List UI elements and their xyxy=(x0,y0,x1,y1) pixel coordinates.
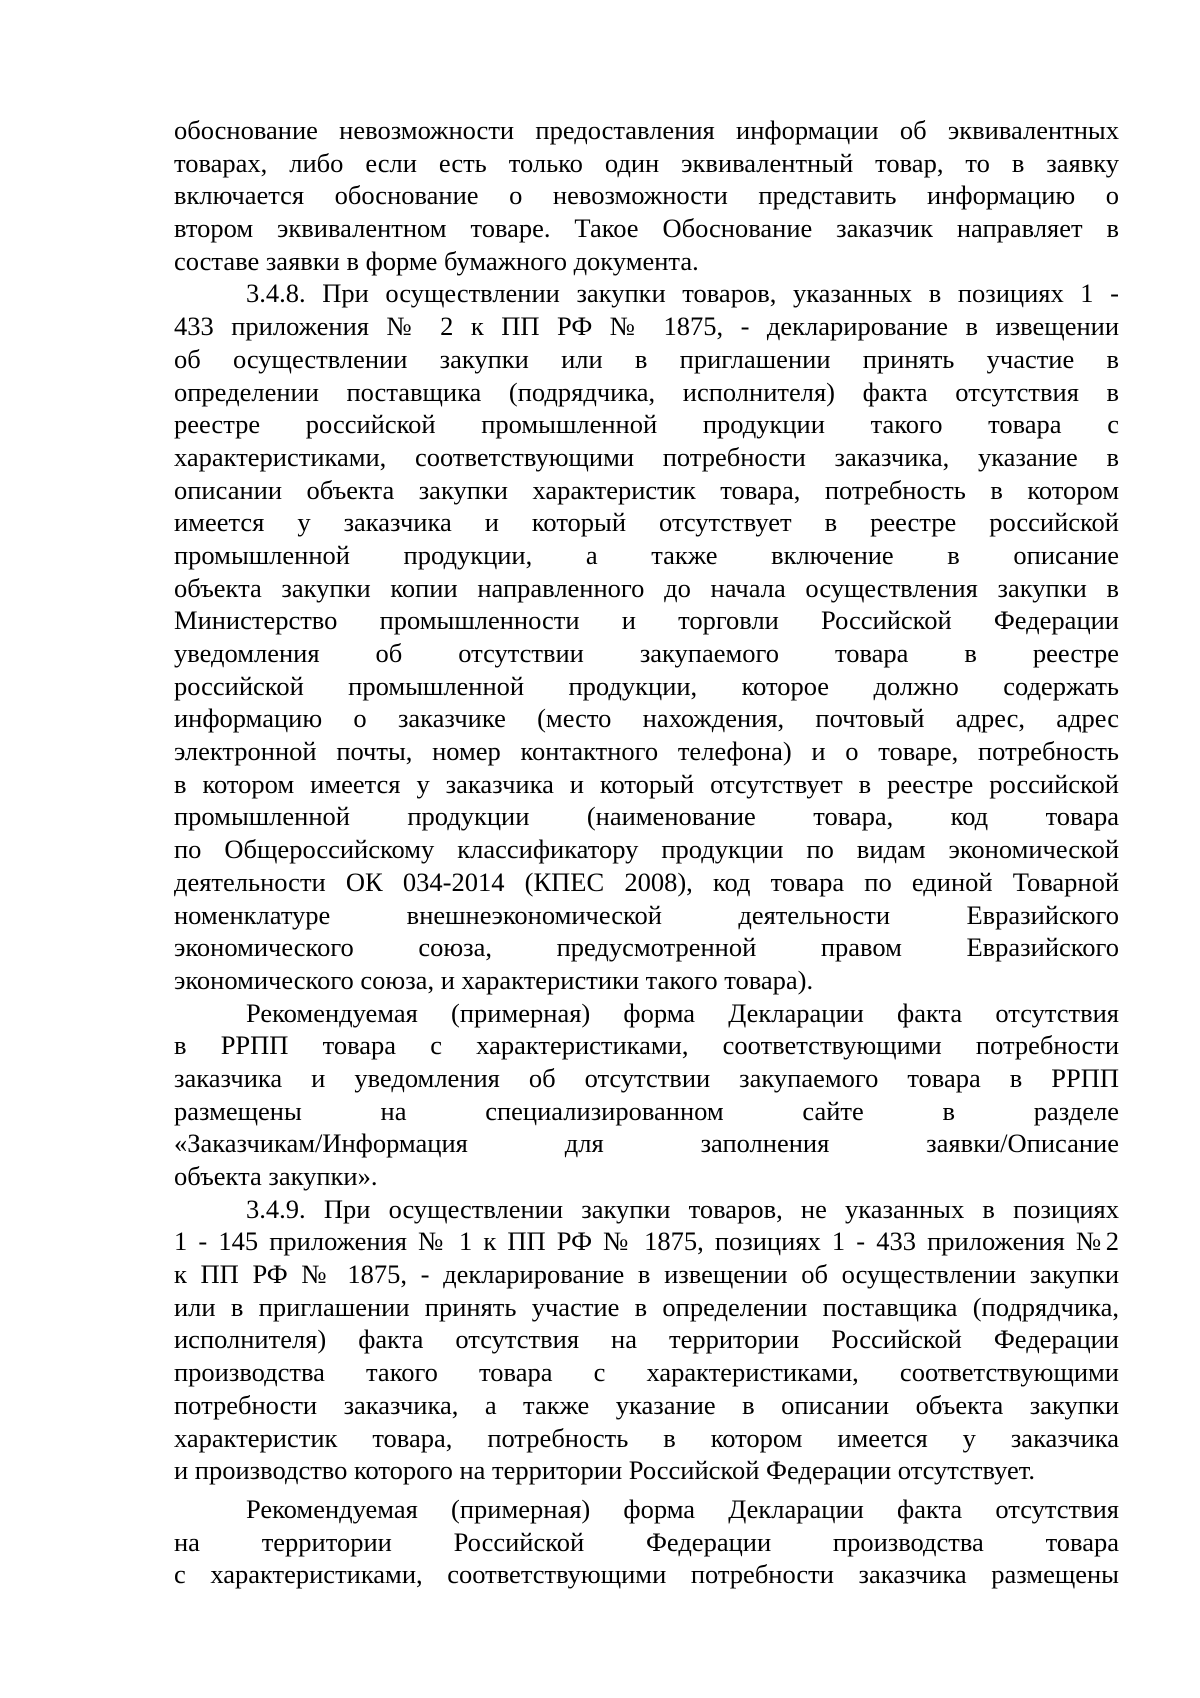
text-line: втором эквивалентном товаре. Такое Обоснование заказчик направляет в xyxy=(174,213,1119,244)
text-line: реестре российской промышленной продукции такого товара с xyxy=(174,409,1119,440)
text-line: об осуществлении закупки или в приглашении принять участие в xyxy=(174,343,1119,374)
text-line: электронной почты, номер контактного телефона) и о товаре, потребность xyxy=(174,736,1119,767)
text-line: Министерство промышленности и торговли Российской Федерации xyxy=(174,605,1119,636)
paragraph-recommended-form-rrpp xyxy=(174,997,1119,1193)
text-line: потребности заказчика, а также указание в описании объекта закупки xyxy=(174,1389,1119,1420)
text-line: характеристик товара, потребность в котором имеется у заказчика xyxy=(174,1422,1119,1453)
text-line: 433 приложения № 2 к ПП РФ № 1875, - декларирование в извещении xyxy=(174,311,1119,342)
text-line: включается обоснование о невозможности представить информацию о xyxy=(174,180,1119,211)
text-line: товарах, либо если есть только один эквивалентный товар, то в заявку xyxy=(174,147,1119,178)
paragraph-clause-3-4-8 xyxy=(174,277,1119,996)
text-line: определении поставщика (подрядчика, исполнителя) факта отсутствия в xyxy=(174,376,1119,407)
text-line: и производство которого на территории Российской Федерации отсутствует. xyxy=(174,1455,1035,1486)
text-line: Рекомендуемая (примерная) форма Декларации факта отсутствия xyxy=(246,997,1119,1028)
text-line: в РРПП товара с характеристиками, соответствующими потребности xyxy=(174,1030,1119,1061)
document-body xyxy=(174,114,1119,1591)
paragraph-continuation xyxy=(174,114,1119,277)
text-line: производства такого товара с характеристиками, соответствующими xyxy=(174,1357,1119,1388)
text-line: размещены на специализированном сайте в разделе xyxy=(174,1095,1119,1126)
text-line: с характеристиками, соответствующими потребности заказчика размещены xyxy=(174,1559,1119,1590)
text-line: российской промышленной продукции, которое должно содержать xyxy=(174,670,1119,701)
text-line: «Заказчикам/Информация для заполнения заявки/Описание xyxy=(174,1128,1119,1159)
text-line: или в приглашении принять участие в определении поставщика (подрядчика, xyxy=(174,1291,1119,1322)
text-line: к ПП РФ № 1875, - декларирование в извещении об осуществлении закупки xyxy=(174,1259,1119,1290)
text-line: 3.4.9. При осуществлении закупки товаров, не указанных в позициях xyxy=(246,1193,1119,1224)
text-line: номенклатуре внешнеэкономической деятельности Евразийского xyxy=(174,899,1119,930)
text-line: на территории Российской Федерации производства товара xyxy=(174,1526,1119,1557)
text-line: Рекомендуемая (примерная) форма Декларации факта отсутствия xyxy=(246,1493,1119,1524)
text-line: 3.4.8. При осуществлении закупки товаров, указанных в позициях 1 - xyxy=(246,278,1119,309)
text-line: 1 - 145 приложения № 1 к ПП РФ № 1875, позициях 1 - 433 приложения №2 xyxy=(174,1226,1119,1257)
text-line: имеется у заказчика и который отсутствует в реестре российской xyxy=(174,507,1119,538)
text-line: описании объекта закупки характеристик товара, потребность в котором xyxy=(174,474,1119,505)
text-line: объекта закупки». xyxy=(174,1161,378,1191)
text-line: промышленной продукции (наименование товара, код товара xyxy=(174,801,1119,832)
text-line: обоснование невозможности предоставления информации об эквивалентных xyxy=(174,115,1119,145)
text-line: экономического союза, и характеристики такого товара). xyxy=(174,964,814,995)
text-line: информацию о заказчике (место нахождения, почтовый адрес, адрес xyxy=(174,703,1119,734)
text-line: по Общероссийскому классификатору продукции по видам экономической xyxy=(174,834,1119,865)
text-line: промышленной продукции, а также включение в описание xyxy=(174,539,1119,570)
paragraph-recommended-form-territory xyxy=(174,1493,1119,1591)
text-line: объекта закупки копии направленного до начала осуществления закупки в xyxy=(174,572,1119,603)
text-line: экономического союза, предусмотренной правом Евразийского xyxy=(174,932,1119,963)
paragraph-clause-3-4-9 xyxy=(174,1193,1119,1487)
text-line: исполнителя) факта отсутствия на территории Российской Федерации xyxy=(174,1324,1119,1355)
text-line: составе заявки в форме бумажного документа. xyxy=(174,245,699,276)
text-line: деятельности ОК 034-2014 (КПЕС 2008), код товара по единой Товарной xyxy=(174,866,1119,897)
text-line: уведомления об отсутствии закупаемого товара в реестре xyxy=(174,638,1119,668)
text-line: заказчика и уведомления об отсутствии закупаемого товара в РРПП xyxy=(174,1062,1119,1093)
text-line: в котором имеется у заказчика и который отсутствует в реестре российской xyxy=(174,768,1119,799)
text-line: характеристиками, соответствующими потребности заказчика, указание в xyxy=(174,441,1119,472)
